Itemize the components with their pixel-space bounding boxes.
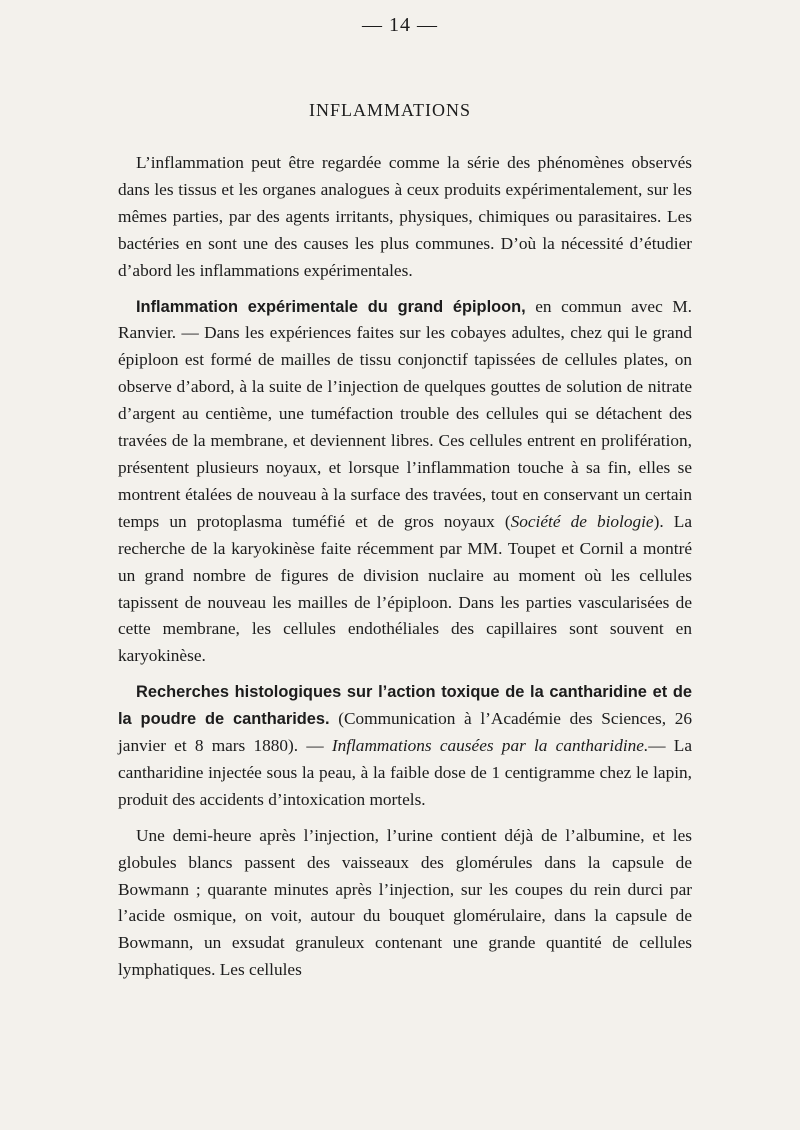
- section-title: INFLAMMATIONS: [308, 100, 471, 120]
- paragraph-intro: L’inflammation peut être regardée comme la série des phénomènes observés dans les tissus et les organes analogues à ceux produits expérimentalement, sur les mêmes parties, par des agents irritants, physiques, chimiques ou parasitaires. Les bactéries en sont une des causes les plus communes. D’où la nécessité d’étudier d’abord les inflammations expérimentales.: [118, 153, 692, 280]
- citation-societe-biologie: Société de biologie: [510, 511, 654, 531]
- page-number: — 14 —: [362, 14, 438, 36]
- text-cantharidine-1: (Communication à l’Académie des Sciences, 26 janvier et 8 mars 1880). —: [118, 709, 693, 756]
- paragraph-injection: Une demi-heure après l’injection, l’urine contient déjà de l’albumine, et les globules blancs passent des vaisseaux des glomérules dans la capsule de Bowmann ; quarante minutes après l’injection, sur les coupes du rein durci par l’acide osmique, on voit, autour du bouquet glomérulaire, dans la capsule de Bowmann, un exsudat granuleux contenant une grande quantité de cellules lymphatiques. Les cellules: [118, 825, 692, 980]
- heading-epiploon: Inflammation expérimentale du grand épiploon,: [136, 297, 526, 316]
- paragraph-cantharidine: [118, 679, 692, 814]
- body-text: [118, 150, 692, 984]
- paragraph-epiploon: [118, 294, 692, 671]
- text-epiploon-1: en commun avec M. Ranvier. — Dans les expériences faites sur les cobayes adultes, chez qui le grand épiploon est formé de mailles de tissu conjonctif tapissées de cellules plates, on observe d’abord, à la suite de l’injection de quelques gouttes de solution de nitrate d’argent au centième, une tuméfaction trouble des cellules qui se détachent des travées de la membrane, et deviennent libres. Ces cellules entrent en prolifération, présentent plusieurs noyaux, et lorsque l’inflammation touche à sa fin, elles se montrent étalées de nouveau à la surface des travées, tout en conservant un certain temps un protoplasma tuméfié et de gros noyaux (: [118, 296, 692, 531]
- heading-cantharidine: Recherches histologiques sur l’action toxique de la cantharidine et de la poudre de cantharides.: [118, 683, 692, 729]
- text-cantharidine-2: — La cantharidine injectée sous la peau, à la faible dose de 1 centigramme chez le lapin, produit des accidents d’intoxication mortels.: [118, 736, 693, 809]
- subheading-inflammations: Inflammations causées par la cantharidine.: [331, 736, 649, 756]
- text-epiploon-2: ). La recherche de la karyokinèse faite récemment par MM. Toupet et Cornil a montré un grand nombre de figures de division nuclaire au moment où les cellules tapissent de nouveau les mailles de l’épiploon. Dans les parties vascularisées de cette membrane, les cellules endothéliales des capillaires sont souvent en karyokinèse.: [118, 511, 692, 666]
